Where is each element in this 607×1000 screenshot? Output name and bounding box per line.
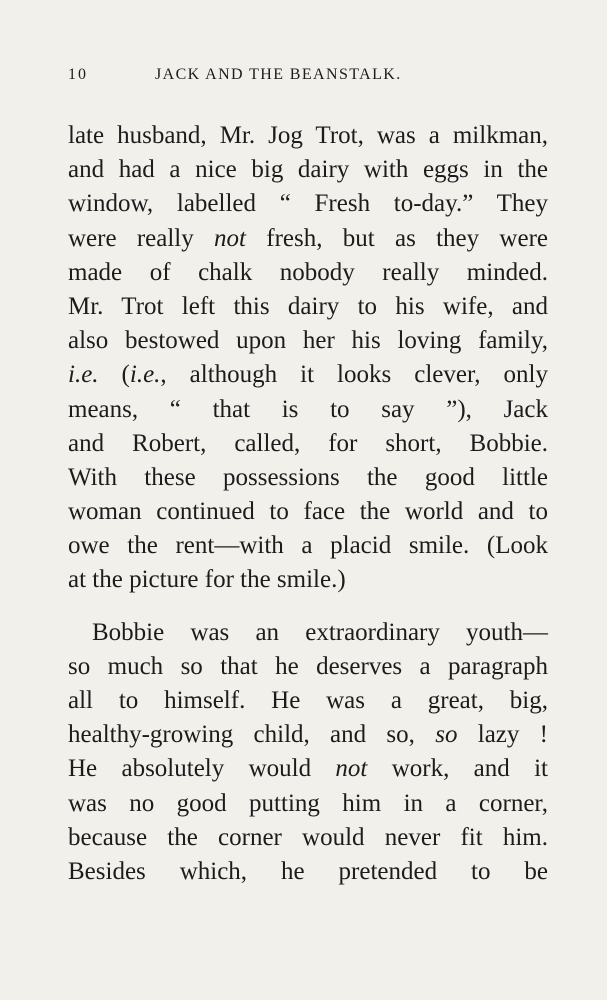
text-segment: also bestowed upon her his loving family,: [68, 327, 548, 355]
italic-text: i.e.: [129, 361, 161, 389]
text-segment: because the corner would never fit him.: [68, 823, 548, 851]
italic-text: not: [335, 755, 368, 783]
text-segment: (: [98, 361, 130, 389]
page-number: 10: [68, 66, 88, 83]
text-segment: means, “ that is to say ”), Jack: [68, 395, 548, 423]
text-line: [68, 787, 548, 821]
text-segment: With these possessions the good little: [68, 463, 548, 491]
text-line: [68, 187, 548, 221]
text-segment: fresh, but as they were: [246, 224, 548, 252]
paragraph: [68, 119, 548, 598]
text-line: [68, 821, 548, 855]
running-head: [68, 66, 548, 90]
text-line: [68, 495, 548, 529]
text-segment: healthy-growing child, and so,: [68, 721, 436, 749]
italic-text: i.e.: [68, 361, 99, 389]
text-line: [68, 119, 548, 153]
paragraph-gap: [68, 598, 548, 616]
text-segment: made of chalk nobody really minded.: [68, 258, 548, 286]
text-segment: woman continued to face the world and to: [68, 498, 548, 526]
text-line: [68, 563, 548, 597]
body-text: [68, 119, 548, 889]
text-segment: , although it looks clever, only: [160, 361, 548, 389]
text-segment: lazy !: [457, 721, 548, 749]
paragraph: [68, 616, 548, 890]
text-line: [68, 358, 548, 392]
text-line: [68, 427, 548, 461]
text-segment: so much so that he deserves a paragraph: [68, 652, 548, 680]
text-line: [68, 393, 548, 427]
text-segment: owe the rent—with a placid smile. (Look: [68, 532, 548, 560]
text-line: [68, 153, 548, 187]
text-segment: were really: [68, 224, 215, 252]
text-line: [68, 752, 548, 786]
text-segment: Besides which, he pretended to be: [68, 857, 548, 885]
text-line: [68, 855, 548, 889]
text-line: [68, 290, 548, 324]
text-line: [68, 324, 548, 358]
text-segment: window, labelled “ Fresh to-day.” They: [68, 190, 548, 218]
text-segment: Mr. Trot left this dairy to his wife, and: [68, 292, 548, 320]
text-line: [68, 461, 548, 495]
text-line: [68, 529, 548, 563]
text-segment: and had a nice big dairy with eggs in the: [68, 156, 548, 184]
text-line: [68, 718, 548, 752]
italic-text: not: [214, 224, 246, 252]
text-segment: and Robert, called, for short, Bobbie.: [68, 429, 548, 457]
text-line: [68, 222, 548, 256]
text-segment: He absolutely would: [68, 755, 336, 783]
running-title: JACK AND THE BEANSTALK.: [155, 66, 402, 83]
text-segment: late husband, Mr. Jog Trot, was a milkman,: [68, 122, 548, 149]
text-segment: at the picture for the smile.): [68, 566, 346, 594]
italic-text: so: [435, 721, 458, 749]
text-segment: all to himself. He was a great, big,: [68, 687, 548, 714]
text-line: [68, 256, 548, 290]
text-line: [68, 684, 548, 718]
text-segment: work, and it: [367, 755, 548, 783]
text-segment: Bobbie was an extraordinary youth—: [92, 618, 548, 646]
text-line: [68, 616, 548, 650]
text-segment: was no good putting him in a corner,: [68, 789, 548, 817]
text-line: [68, 650, 548, 684]
